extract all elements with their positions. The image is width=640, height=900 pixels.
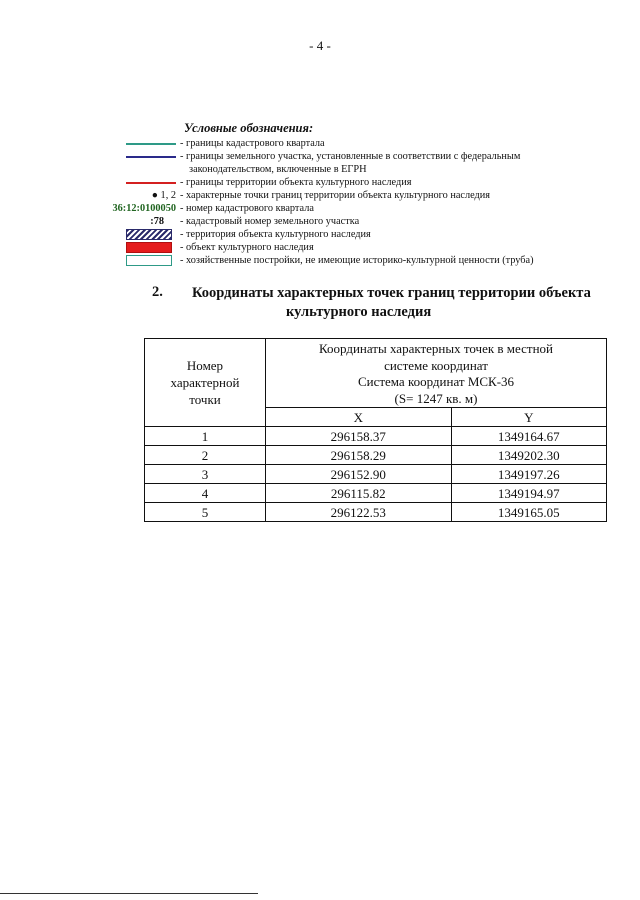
legend-text: - объект культурного наследия [180,242,314,253]
point-number-cell: 5 [145,503,266,522]
y-cell: 1349202.30 [451,446,606,465]
y-cell: 1349164.67 [451,427,606,446]
legend-text: - хозяйственные постройки, не имеющие историко-культурной ценности (труба) [180,255,534,266]
point-marker-label: ● 1, 2 [151,190,176,201]
legend-item-outbuildings [104,254,584,267]
table-row [145,484,607,503]
section-title [192,284,622,322]
quarter-number-label: 36:12:0100050 [112,203,176,214]
legend-item-land-plot-border [104,150,584,163]
point-number-cell: 3 [145,465,266,484]
legend-item-quarter-number [104,202,584,215]
y-cell: 1349194.97 [451,484,606,503]
outlined-area-icon [104,254,180,267]
legend-text: законодательством, включенные в ЕГРН [189,164,367,175]
parcel-number-sample [104,215,180,228]
table-header-row [145,339,607,408]
section-number: 2. [152,284,163,300]
y-cell: 1349165.05 [451,503,606,522]
legend-text: - границы кадастрового квартала [180,138,325,149]
legend-text: - кадастровый номер земельного участка [180,216,360,227]
column-x-header: X [266,408,452,427]
legend-text: - границы территории объекта культурного наследия [180,177,412,188]
x-cell: 296158.37 [266,427,452,446]
section-title-line2: культурного наследия [286,304,432,320]
teal-line-icon [104,137,180,150]
legend-text: - характерные точки границ территории объекта культурного наследия [180,190,491,201]
red-filled-area-icon [104,241,180,254]
x-cell: 296122.53 [266,503,452,522]
legend-text: - номер кадастрового квартала [180,203,314,214]
legend-item-parcel-number [104,215,584,228]
coordinates-table [144,338,607,522]
point-number-cell: 2 [145,446,266,465]
hatched-area-icon [104,228,180,241]
parcel-number-label: :78 [150,216,164,227]
section-title-line1: Координаты характерных точек границ территории объекта [192,285,591,301]
table-row [145,446,607,465]
legend-text: - территория объекта культурного наследия [180,229,371,240]
y-cell: 1349197.26 [451,465,606,484]
x-cell: 296115.82 [266,484,452,503]
point-number-cell: 1 [145,427,266,446]
footer-divider [0,893,258,894]
x-cell: 296152.90 [266,465,452,484]
column-y-header: Y [451,408,606,427]
coordinates-header: Координаты характерных точек в местной системе координат Система координат МСК-36 (S= 1247 кв. м) [266,339,607,408]
legend-item-heritage-object [104,241,584,254]
legend-item-characteristic-points [104,189,584,202]
x-cell: 296158.29 [266,446,452,465]
legend-title: Условные обозначения: [184,121,314,135]
point-number-header: Номер характерной точки [145,339,266,427]
table-row [145,465,607,484]
navy-line-icon [104,150,180,163]
table-row [145,503,607,522]
red-line-icon [104,176,180,189]
quarter-number-sample [100,202,176,215]
table-row [145,427,607,446]
legend-text: - границы земельного участка, установленные в соответствии с федеральным [180,151,521,162]
legend-item-heritage-territory-border [104,176,584,189]
legend-item-cadastral-quarter-border [104,137,584,150]
page-number: - 4 - [309,38,331,53]
point-number-cell: 4 [145,484,266,503]
legend-item-heritage-territory [104,228,584,241]
point-marker-icon [104,189,180,202]
legend-item-continuation [104,163,584,176]
